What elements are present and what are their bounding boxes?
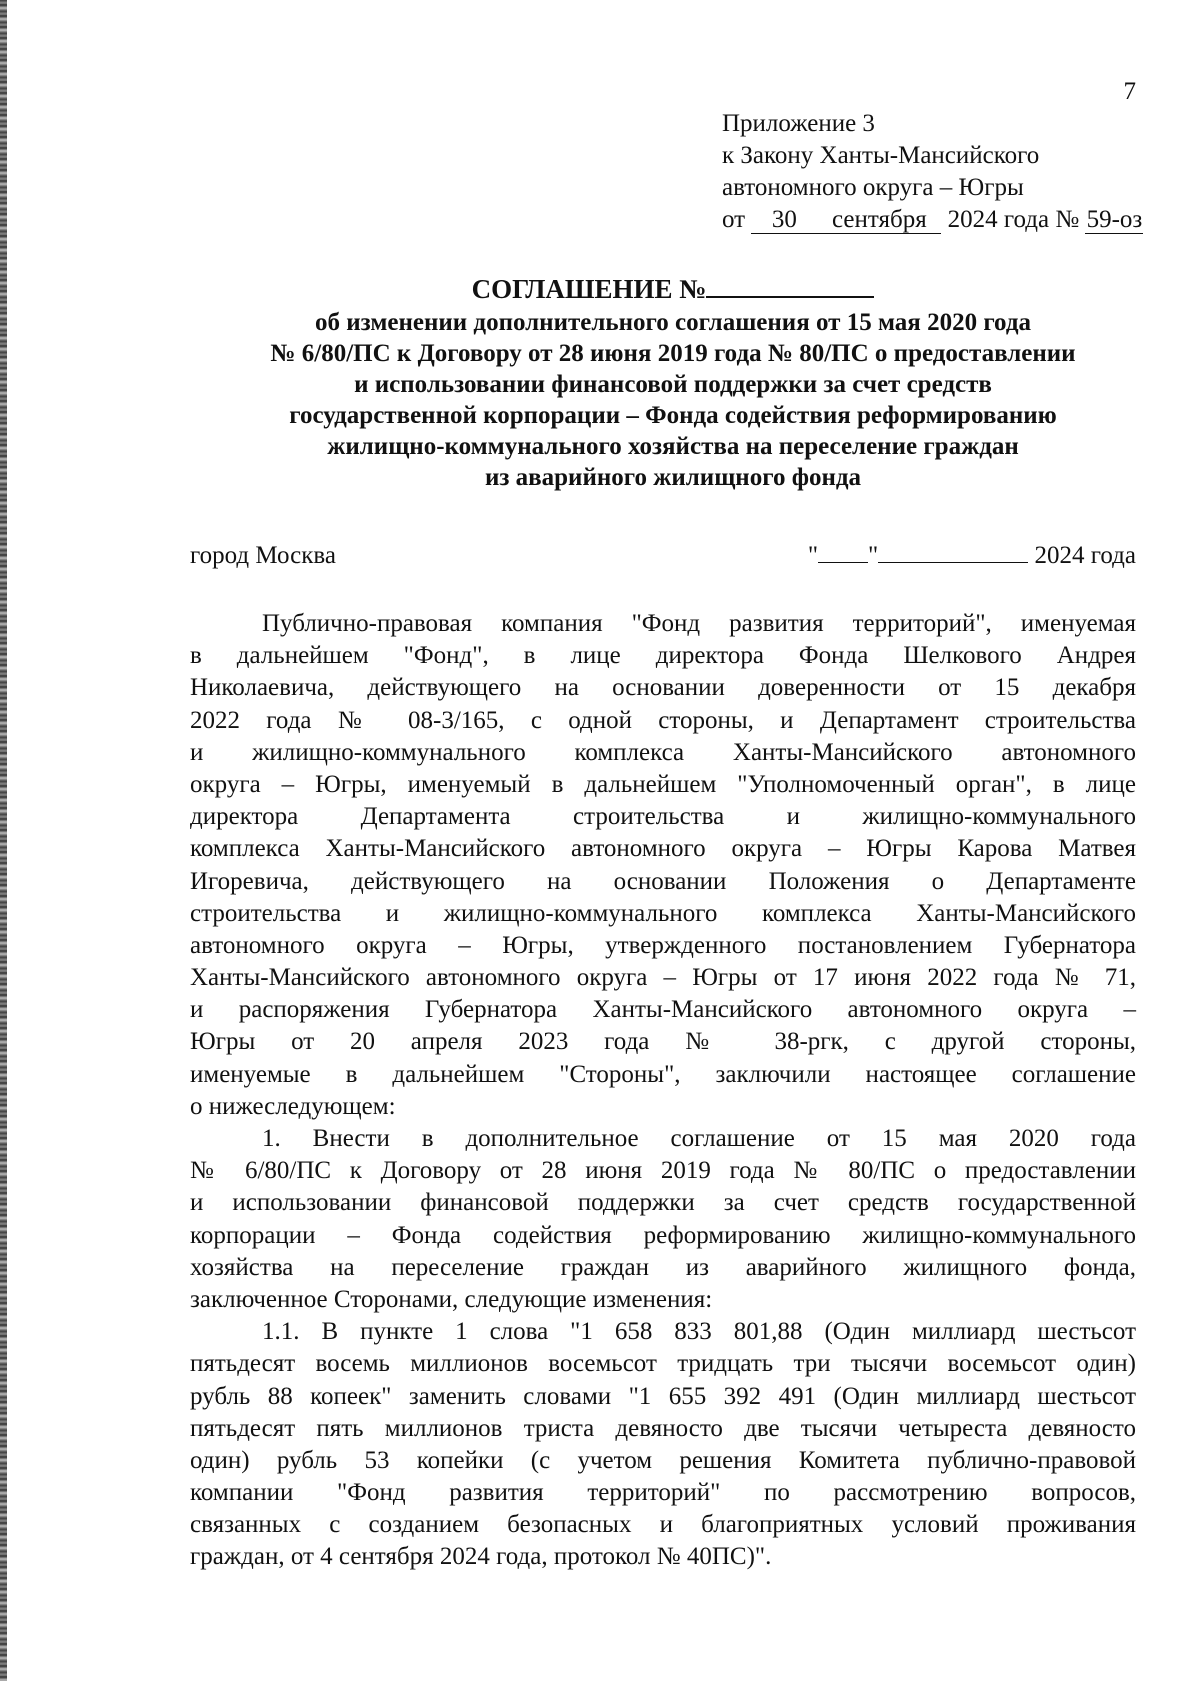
page-number: 7 xyxy=(1123,78,1136,105)
body-line: округа – Югры, именуемый в дальнейшем "Уполномоченный орган", в лице xyxy=(190,770,1136,798)
body-line: автономного округа – Югры, утвержденного постановлением Губернатора xyxy=(190,931,1136,959)
appendix-header xyxy=(722,108,1162,236)
title-main-line xyxy=(190,272,1156,305)
body-line: директора Департамента строительства и жилищно-коммунального xyxy=(190,803,1136,831)
title-subline: № 6/80/ПС к Договору от 28 июня 2019 года № 80/ПС о предоставлении xyxy=(270,340,1076,367)
law-number: 59-оз xyxy=(1086,206,1143,233)
body-line: 1.1. В пункте 1 слова "1 658 833 801,88 (Один миллиард шестьсот xyxy=(262,1318,1136,1346)
body-line: 2022 года № 08-3/165, с одной стороны, и Департамент строительства xyxy=(190,706,1136,734)
date-prefix: от xyxy=(722,206,746,233)
body-line: и использовании финансовой поддержки за счет средств государственной xyxy=(190,1189,1136,1217)
body-line: хозяйства на переселение граждан из аварийного жилищного фонда, xyxy=(190,1253,1136,1281)
title-subline: и использовании финансовой поддержки за счет средств xyxy=(354,371,992,398)
body-line: граждан, от 4 сентября 2024 года, протокол № 40ПС)". xyxy=(190,1543,772,1571)
date-quote-close: " xyxy=(868,542,879,569)
body-line: пятьдесят восемь миллионов восемьсот тридцать три тысячи восемьсот один) xyxy=(190,1350,1136,1378)
date-quote-open: " xyxy=(807,542,819,569)
body-line: один) рубль 53 копейки (с учетом решения Комитета публично-правовой xyxy=(190,1446,1136,1474)
body-line: компании "Фонд развития территорий" по рассмотрению вопросов, xyxy=(190,1479,1136,1507)
date-year-text: 2024 года xyxy=(1034,542,1136,569)
title-subline: об изменении дополнительного соглашения от 15 мая 2020 года xyxy=(315,309,1031,336)
date-year: 2024 года № xyxy=(947,206,1080,233)
body-line: № 6/80/ПС к Договору от 28 июня 2019 года № 80/ПС о предоставлении xyxy=(190,1157,1136,1185)
scan-edge xyxy=(0,0,7,1681)
body-line: и распоряжения Губернатора Ханты-Мансийского автономного округа – xyxy=(190,996,1136,1024)
body-line: пятьдесят пять миллионов триста девяносто две тысячи четыреста девяносто xyxy=(190,1414,1136,1442)
body-line: 1. Внести в дополнительное соглашение от 15 мая 2020 года xyxy=(262,1125,1136,1152)
body-line: о нижеследующем: xyxy=(190,1092,396,1120)
body-line: Николаевича, действующего на основании доверенности от 15 декабря xyxy=(190,674,1136,702)
body-line: Югры от 20 апреля 2023 года № 38-ргк, с другой стороны, xyxy=(190,1028,1136,1056)
body-line: связанных с созданием безопасных и благоприятных условий проживания xyxy=(190,1511,1136,1539)
appendix-line-3: автономного округа – Югры xyxy=(722,174,1024,201)
body-line: рубль 88 копеек" заменить словами "1 655 392 491 (Один миллиард шестьсот xyxy=(190,1382,1136,1410)
agreement-date-template xyxy=(808,540,1136,572)
body-line: Ханты-Мансийского автономного округа – Югры от 17 июня 2022 года № 71, xyxy=(190,964,1136,992)
body-line: и жилищно-коммунального комплекса Ханты-Мансийского автономного xyxy=(190,738,1136,766)
agreement-body xyxy=(190,608,1136,1574)
body-line: именуемые в дальнейшем "Стороны", заключили настоящее соглашение xyxy=(190,1060,1136,1088)
body-line: корпорации – Фонда содействия реформированию жилищно-коммунального xyxy=(190,1221,1136,1249)
title-main: СОГЛАШЕНИЕ № xyxy=(471,274,707,304)
agreement-number-blank xyxy=(706,272,874,298)
body-line: Публично-правовая компания "Фонд развития территорий", именуемая xyxy=(262,610,1136,637)
title-subline: жилищно-коммунального хозяйства на переселение граждан xyxy=(327,433,1019,460)
date-day-blank xyxy=(818,540,868,563)
body-line: строительства и жилищно-коммунального комплекса Ханты-Мансийского xyxy=(190,899,1136,927)
date-month-blank xyxy=(878,540,1028,563)
date-month: сентября xyxy=(817,207,941,234)
place: город Москва xyxy=(190,542,336,569)
appendix-date-line xyxy=(722,204,1162,236)
body-line: в дальнейшем "Фонд", в лице директора Фонда Шелкового Андрея xyxy=(190,642,1136,670)
body-line: комплекса Ханты-Мансийского автономного округа – Югры Карова Матвея xyxy=(190,835,1136,863)
appendix-line-1: Приложение 3 xyxy=(722,110,875,137)
body-line: Игоревича, действующего на основании Положения о Департаменте xyxy=(190,867,1136,895)
body-line: заключенное Сторонами, следующие изменения: xyxy=(190,1285,713,1313)
title-subline: из аварийного жилищного фонда xyxy=(484,464,862,491)
appendix-line-2: к Закону Ханты-Мансийского xyxy=(722,142,1040,169)
agreement-title xyxy=(190,272,1156,493)
date-day: 30 xyxy=(751,207,817,234)
title-subline: государственной корпорации – Фонда содействия реформированию xyxy=(289,402,1057,429)
